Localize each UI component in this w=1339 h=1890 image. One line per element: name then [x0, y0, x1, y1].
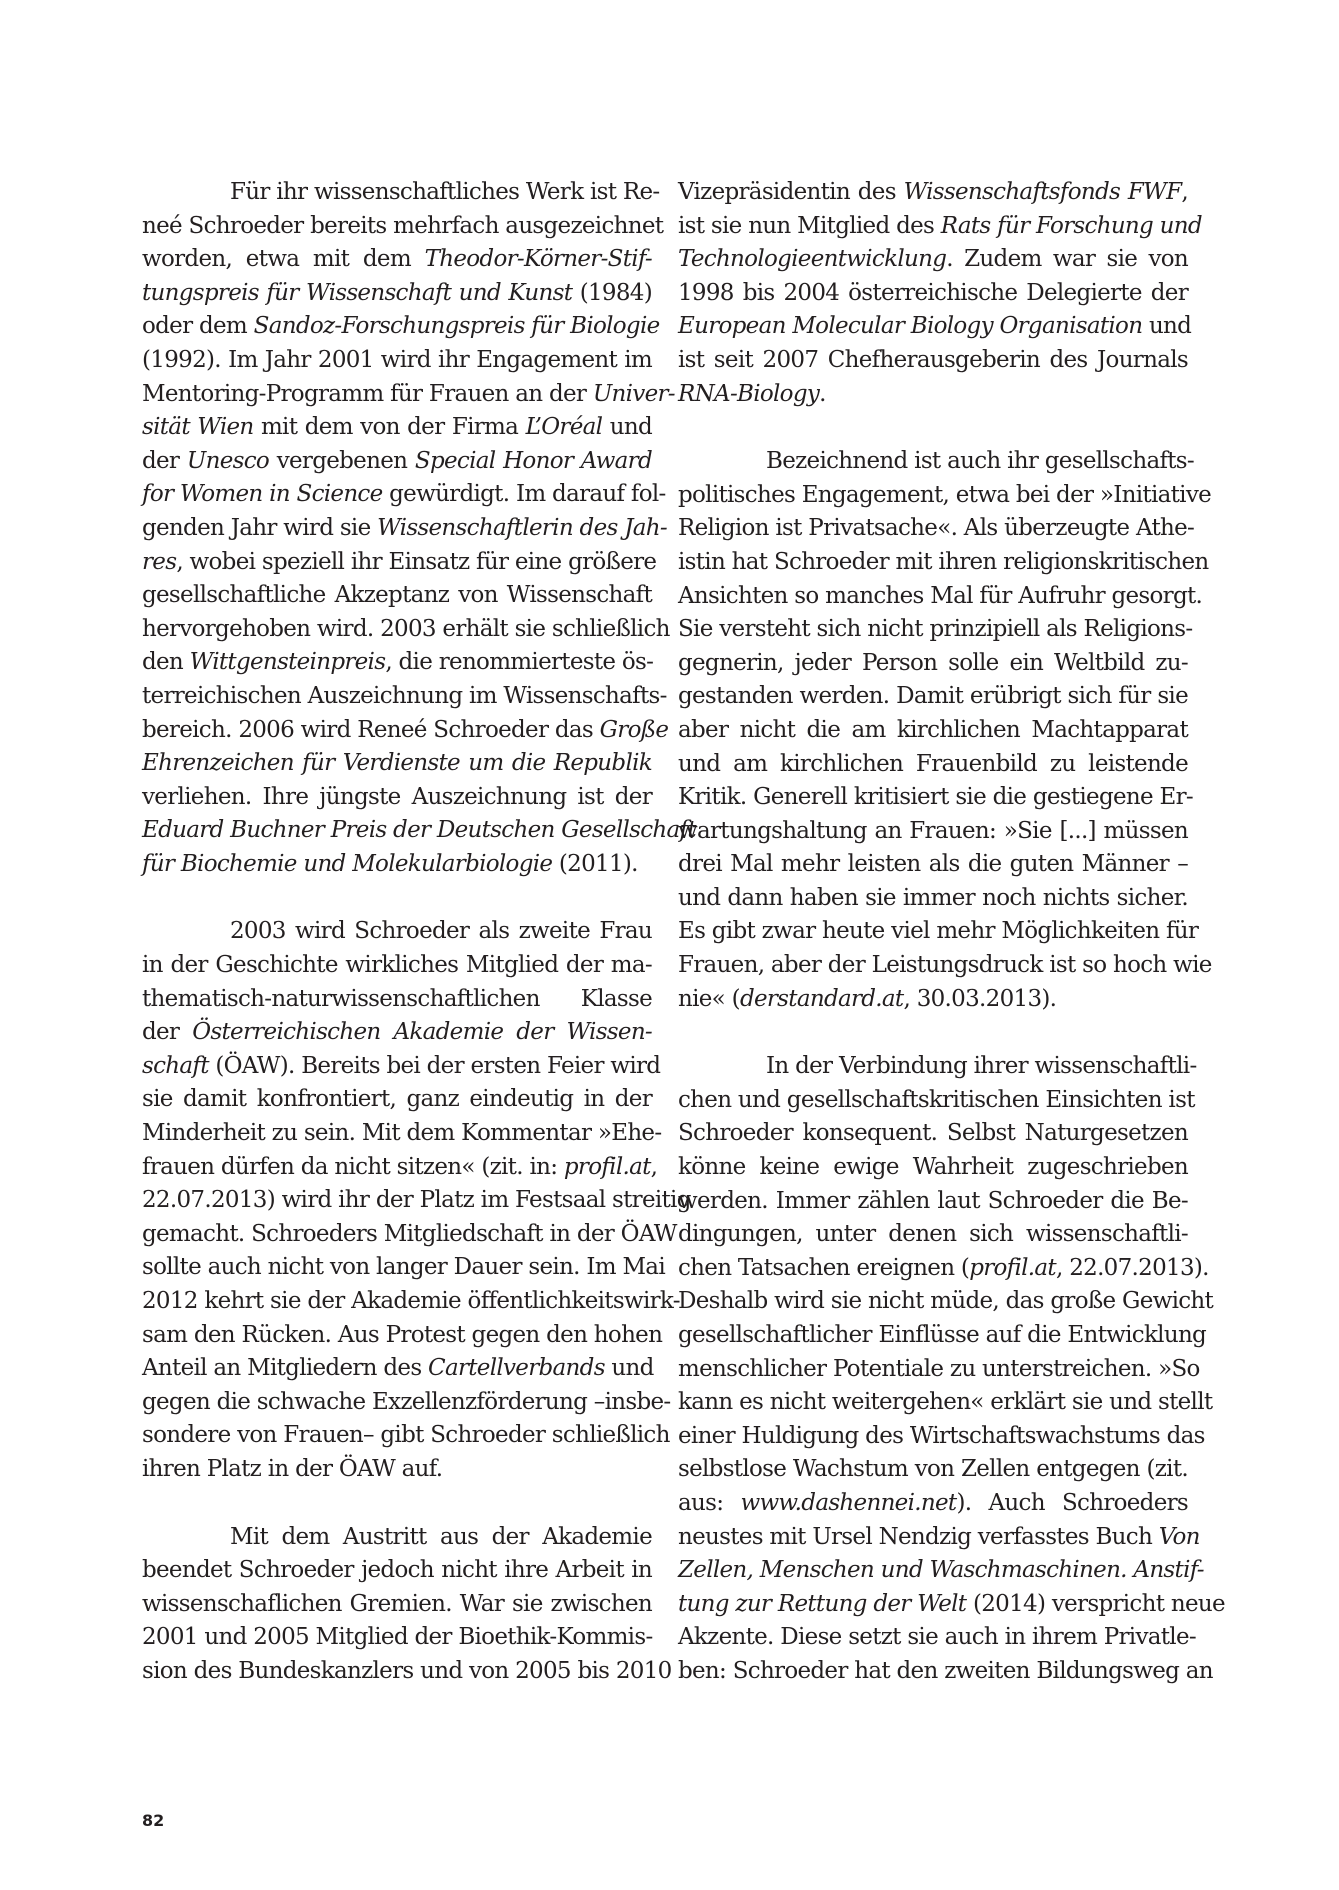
text-line: politisches Engagement, etwa bei der »Initiative [678, 481, 1212, 508]
text-line: Deshalb wird sie nicht müde, das große Gewicht [678, 1288, 1214, 1315]
paragraph [678, 445, 1212, 1016]
text-line: Mit dem Austritt aus der Akademie [230, 1523, 652, 1550]
text-line: sität Wien mit dem von der Firma L’Oréal und [142, 414, 652, 441]
text-line: istin hat Schroeder mit ihren religionskritischen [678, 548, 1209, 575]
text-line: Technologieentwicklung. Zudem war sie von [678, 246, 1188, 273]
text-line: selbstlose Wachstum von Zellen entgegen (zit. [678, 1456, 1188, 1483]
text-line: ist seit 2007 Chefherausgeberin des Journals [678, 346, 1188, 373]
text-line: der Unesco vergebenen Special Honor Award [142, 447, 652, 474]
text-line: drei Mal mehr leisten als die guten Männer – [678, 851, 1188, 878]
paragraph [142, 176, 696, 881]
text-line: tung zur Rettung der Welt (2014) verspricht neue [678, 1590, 1225, 1617]
text-line: neé Schroeder bereits mehrfach ausgezeichnet [142, 212, 664, 239]
paragraph [678, 176, 1202, 411]
text-line: frauen dürfen da nicht sitzen« (zit. in: profil.at, [142, 1153, 658, 1180]
text-line: aber nicht die am kirchlichen Machtapparat [678, 716, 1188, 743]
text-line: für Biochemie und Molekularbiologie (2011). [142, 850, 638, 877]
text-line: und dann haben sie immer noch nichts sicher. [678, 884, 1188, 911]
right-text-column [678, 176, 1225, 1723]
page-number: 82 [142, 1811, 165, 1830]
text-line: Minderheit zu sein. Mit dem Kommentar »Ehe- [142, 1120, 662, 1147]
text-line: könne keine ewige Wahrheit zugeschrieben [678, 1154, 1188, 1181]
text-line: Für ihr wissenschaftliches Werk ist Re- [230, 179, 660, 205]
text-line: bereich. 2006 wird Reneé Schroeder das Große [142, 716, 669, 743]
text-line: worden, etwa mit dem Theodor-Körner-Stif- [142, 246, 652, 273]
text-line: chen Tatsachen ereignen (profil.at, 22.07.2013). [678, 1254, 1209, 1281]
text-line: 22.07.2013) wird ihr der Platz im Festsaal streitig [142, 1187, 691, 1214]
text-line: Frauen, aber der Leistungsdruck ist so hoch wie [678, 952, 1212, 979]
text-line: thematisch-naturwissenschaftlichen Klasse [142, 985, 652, 1012]
text-line: terreichischen Auszeichnung im Wissenschafts- [142, 682, 667, 709]
text-line: ben: Schroeder hat den zweiten Bildungsweg an [678, 1657, 1213, 1684]
text-line: oder dem Sandoz-Forschungspreis für Biologie [142, 313, 660, 340]
text-line: res, wobei speziell ihr Einsatz für eine größere [142, 548, 657, 575]
text-line: sam den Rücken. Aus Protest gegen den hohen [142, 1321, 663, 1348]
text-line: Eduard Buchner Preis der Deutschen Gesellschaft [142, 817, 696, 844]
text-line: aus: www.dashennei.net). Auch Schroeders [678, 1489, 1189, 1516]
text-line: Religion ist Privatsache«. Als überzeugte Athe- [678, 515, 1195, 542]
text-line: in der Geschichte wirkliches Mitglied der ma- [142, 952, 652, 979]
text-line: chen und gesellschaftskritischen Einsichten ist [678, 1086, 1195, 1113]
text-line: Ansichten so manches Mal für Aufruhr gesorgt. [678, 582, 1203, 609]
text-line: tungspreis für Wissenschaft und Kunst (1984) [142, 279, 652, 306]
paragraph [678, 1050, 1225, 1688]
text-line: (1992). Im Jahr 2001 wird ihr Engagement im [142, 346, 652, 373]
text-line: sondere von Frauen– gibt Schroeder schließlich [142, 1422, 670, 1449]
text-line: Anteil an Mitgliedern des Cartellverbands und [142, 1355, 654, 1382]
text-line: sion des Bundeskanzlers und von 2005 bis 2010 [142, 1657, 672, 1684]
text-line: 1998 bis 2004 österreichische Delegierte der [678, 279, 1188, 306]
text-line: hervorgehoben wird. 2003 erhält sie schließlich [142, 615, 670, 642]
text-line: Schroeder konsequent. Selbst Naturgesetzen [678, 1120, 1188, 1147]
text-line: In der Verbindung ihrer wissenschaftli- [766, 1053, 1197, 1080]
text-line: beendet Schroeder jedoch nicht ihre Arbeit in [142, 1557, 652, 1584]
text-line: schaft (ÖAW). Bereits bei der ersten Feier wird [142, 1052, 661, 1079]
text-line: Vizepräsidentin des Wissenschaftsfonds FWF, [678, 179, 1188, 205]
text-line: Bezeichnend ist auch ihr gesellschafts- [766, 448, 1194, 475]
text-line: sie damit konfrontiert, ganz eindeutig in der [142, 1086, 652, 1113]
text-line: nie« (derstandard.at, 30.03.2013). [678, 985, 1057, 1012]
text-line: ihren Platz in der ÖAW auf. [142, 1455, 443, 1482]
text-line: gesellschaftliche Akzeptanz von Wissenschaft [142, 582, 652, 609]
text-line: gestanden werden. Damit erübrigt sich für sie [678, 683, 1188, 710]
text-line: Sie versteht sich nicht prinzipiell als Religions- [678, 616, 1193, 643]
text-line: gesellschaftlicher Einflüsse auf die Entwicklung [678, 1322, 1207, 1348]
text-line: werden. Immer zählen laut Schroeder die Be- [678, 1187, 1188, 1214]
text-line: European Molecular Biology Organisation und [678, 313, 1192, 340]
text-line: Es gibt zwar heute viel mehr Möglichkeiten für [678, 918, 1199, 945]
text-line: den Wittgensteinpreis, die renommierteste ös- [142, 649, 654, 676]
text-line: neustes mit Ursel Nendzig verfasstes Buch Von [678, 1523, 1200, 1550]
paragraph [142, 915, 691, 1486]
text-line: Zellen, Menschen und Waschmaschinen. Anstif- [678, 1557, 1204, 1584]
text-line: kann es nicht weitergehen« erklärt sie und stellt [678, 1389, 1213, 1416]
text-line: wissenschaflichen Gremien. War sie zwischen [142, 1590, 652, 1617]
text-line: genden Jahr wird sie Wissenschaftlerin des Jah- [142, 514, 667, 541]
text-line: Kritik. Generell kritisiert sie die gestiegene Er- [678, 784, 1193, 811]
text-line: gegnerin, jeder Person solle ein Weltbild zu- [678, 649, 1188, 676]
text-line: der Österreichischen Akademie der Wissen- [142, 1019, 653, 1046]
text-line: Ehrenzeichen für Verdienste um die Republik [142, 750, 652, 777]
left-text-column [142, 176, 696, 1723]
text-line: einer Huldigung des Wirtschaftswachstums das [678, 1422, 1205, 1449]
text-line: und am kirchlichen Frauenbild zu leistende [678, 750, 1188, 777]
paragraph [142, 1521, 672, 1689]
text-line: menschlicher Potentiale zu unterstreichen. »So [678, 1355, 1200, 1382]
text-line: gemacht. Schroeders Mitgliedschaft in der ÖAW [142, 1220, 677, 1247]
text-line: 2012 kehrt sie der Akademie öffentlichkeitswirk- [142, 1288, 680, 1314]
text-line: verliehen. Ihre jüngste Auszeichnung ist der [142, 783, 652, 810]
text-line: 2003 wird Schroeder als zweite Frau [230, 918, 652, 945]
text-line: wartungshaltung an Frauen: »Sie [...] müssen [678, 817, 1188, 844]
text-line: for Women in Science gewürdigt. Im darauf fol- [142, 481, 666, 508]
text-line: Mentoring-Programm für Frauen an der Univer- [142, 380, 675, 407]
text-line: RNA-Biology. [678, 380, 826, 407]
text-line: dingungen, unter denen sich wissenschaftli- [678, 1221, 1188, 1248]
text-line: Akzente. Diese setzt sie auch in ihrem Privatle- [678, 1624, 1196, 1651]
text-line: 2001 und 2005 Mitglied der Bioethik-Kommis- [142, 1624, 653, 1651]
text-line: ist sie nun Mitglied des Rats für Forschung und [678, 212, 1202, 239]
text-line: sollte auch nicht von langer Dauer sein. Im Mai [142, 1254, 665, 1281]
text-line: gegen die schwache Exzellenzförderung –insbe- [142, 1388, 671, 1415]
